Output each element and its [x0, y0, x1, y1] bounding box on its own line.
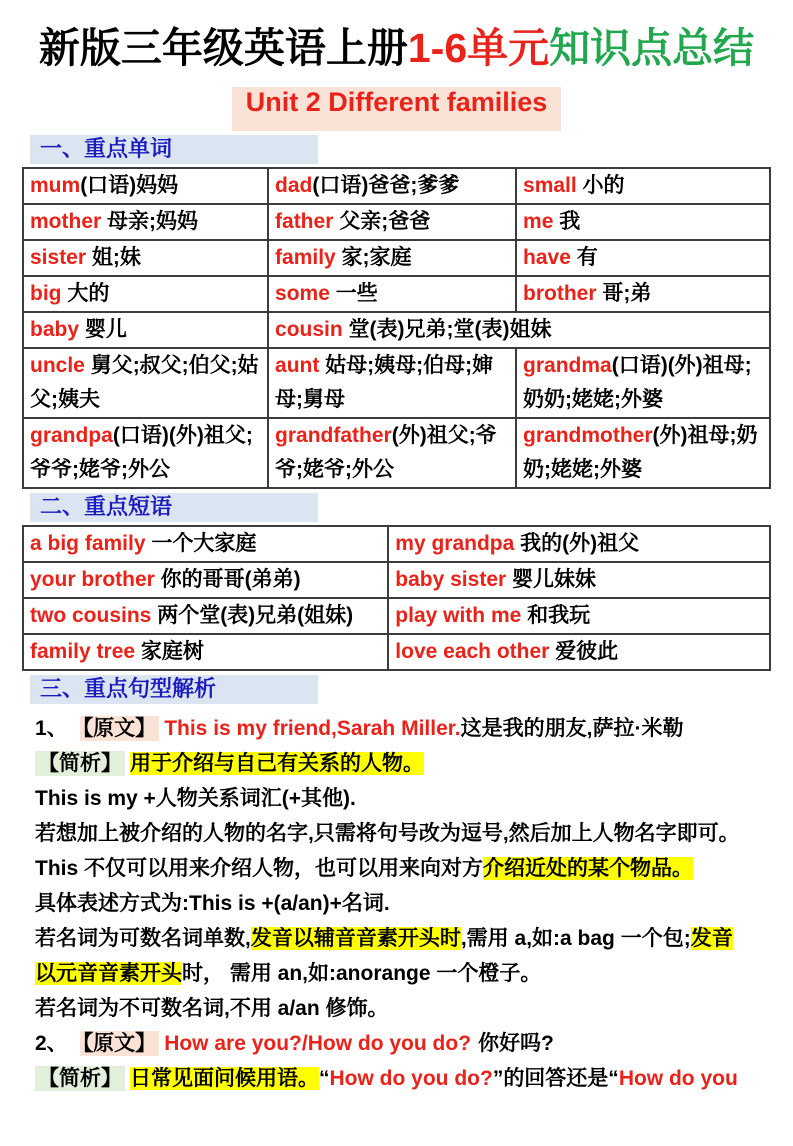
word-row: [23, 418, 770, 488]
word-cell: [516, 204, 770, 240]
phrase-en: your brother: [30, 568, 155, 591]
words-table: [22, 167, 771, 489]
word-en: sister: [30, 246, 87, 269]
brief-1-highlight: 用于介绍与自己有关系的人物。: [130, 752, 424, 775]
word-en: mother: [30, 210, 102, 233]
phrase-row: [23, 634, 770, 670]
word-cell: [23, 418, 268, 488]
phrase-en: baby sister: [395, 568, 507, 591]
word-zh: 婴儿: [79, 318, 127, 341]
word-zh: (外)祖父;爷爷;姥爷;外公: [275, 424, 497, 481]
rule-line-3: [35, 851, 771, 886]
word-row: [23, 312, 770, 348]
page-title: [22, 24, 771, 72]
word-en: baby: [30, 318, 80, 341]
rule-line-5b: [35, 956, 771, 991]
word-cell: [268, 204, 516, 240]
quote-middle: ”的回答还是“: [492, 1067, 619, 1090]
rule-5-highlight-2: 发音: [690, 927, 733, 950]
word-en: grandfather: [275, 424, 392, 447]
section-heading-sentences: 三、重点句型解析: [30, 675, 318, 704]
section-words: [22, 135, 771, 164]
phrase-cell: [23, 562, 388, 598]
word-en: brother: [523, 282, 597, 305]
word-zh: (口语)(外)祖母;奶奶;姥姥;外婆: [523, 354, 752, 411]
phrase-row: [23, 526, 770, 562]
rule-3-highlight: 介绍近处的某个物品。: [483, 857, 694, 880]
word-zh: 父亲;爸爸: [333, 210, 431, 233]
word-en: some: [275, 282, 330, 305]
word-en: father: [275, 210, 334, 233]
rule-line-1: This is my +人物关系词汇(+其他).: [35, 787, 356, 810]
word-en: dad: [275, 174, 313, 197]
phrase-cell: [23, 634, 388, 670]
word-row: [23, 240, 770, 276]
word-cell: [23, 168, 268, 204]
word-zh: 一些: [329, 282, 378, 305]
rule-line-5a: [35, 921, 771, 956]
word-row: [23, 204, 770, 240]
word-row: [23, 168, 770, 204]
word-cell: [268, 418, 516, 488]
phrase-cell: [388, 598, 770, 634]
word-cell: [516, 276, 770, 312]
rule-5-highlight-3: 以元音音素开头: [35, 962, 182, 985]
word-zh: 小的: [576, 174, 625, 197]
word-zh: 哥;弟: [596, 282, 652, 305]
quote-1-english: How do you do?: [329, 1067, 493, 1090]
word-en: family: [275, 246, 336, 269]
word-en: uncle: [30, 354, 85, 377]
word-cell: [268, 240, 516, 276]
rule-5-plain-2: ,需用 a,如:a bag 一个包;: [460, 927, 691, 950]
unit-subtitle: Unit 2 Different families: [232, 87, 562, 131]
word-en: me: [523, 210, 554, 233]
phrase-zh: 家庭树: [135, 640, 204, 663]
sentence-2-english: How are you?/How do you do?: [164, 1032, 472, 1055]
brief-1-line: [35, 746, 771, 781]
word-cell: [23, 204, 268, 240]
rule-3-plain: This 不仅可以用来介绍人物，也可以用来向对方: [35, 857, 484, 880]
word-cell: [268, 168, 516, 204]
word-row: [23, 348, 770, 418]
sentence-1-chinese: 这是我的朋友,萨拉·米勒: [460, 717, 684, 740]
word-zh: 姑母;姨母;伯母;婶母;舅母: [275, 354, 494, 411]
word-en: cousin: [275, 318, 343, 341]
word-cell: [23, 240, 268, 276]
phrase-en: a big family: [30, 532, 146, 555]
section-sentences: [22, 675, 771, 704]
word-cell: [516, 240, 770, 276]
item-number: 1、: [35, 717, 68, 740]
phrase-zh: 和我玩: [521, 604, 591, 627]
word-en: grandpa: [30, 424, 113, 447]
sentence-1-line: [35, 711, 771, 746]
section-heading-phrases: 二、重点短语: [30, 493, 318, 522]
original-tag: 【原文】: [80, 1031, 160, 1056]
section-phrases: [22, 493, 771, 522]
word-zh: (口语)(外)祖父;爷爷;姥爷;外公: [30, 424, 253, 481]
sentence-2-chinese: 你好吗?: [478, 1032, 554, 1055]
word-en: small: [523, 174, 577, 197]
subtitle-row: [22, 87, 771, 131]
word-cell: [268, 276, 516, 312]
title-part-red: 1-6单元: [407, 25, 550, 71]
word-zh: 舅父;叔父;伯父;姑父;姨夫: [30, 354, 259, 411]
brief-2-highlight: 日常见面问候用语。: [130, 1067, 319, 1090]
word-zh: 我: [553, 210, 581, 233]
word-cell: [516, 168, 770, 204]
phrase-cell: [23, 598, 388, 634]
sentence-2-line: [35, 1026, 771, 1061]
word-en: mum: [30, 174, 81, 197]
word-zh: 有: [570, 246, 598, 269]
quote-2-english: How do you: [618, 1067, 738, 1090]
word-row: [23, 276, 770, 312]
brief-2-line: [35, 1061, 771, 1096]
phrase-cell: [388, 526, 770, 562]
word-en: have: [523, 246, 571, 269]
phrase-zh: 一个大家庭: [145, 532, 257, 555]
phrase-zh: 爱彼此: [549, 640, 619, 663]
rule-line-2: 若想加上被介绍的人物的名字,只需将句号改为逗号,然后加上人物名字即可。: [35, 822, 740, 845]
phrase-cell: [388, 634, 770, 670]
word-cell: [23, 348, 268, 418]
word-zh: 堂(表)兄弟;堂(表)姐妹: [342, 318, 552, 341]
phrase-en: play with me: [395, 604, 522, 627]
phrase-en: love each other: [395, 640, 550, 663]
word-cell: [268, 312, 770, 348]
rule-line-6: 若名词为不可数名词,不用 a/an 修饰。: [35, 997, 389, 1020]
brief-tag: 【简析】: [35, 1066, 125, 1091]
phrase-en: my grandpa: [395, 532, 515, 555]
phrases-table: [22, 525, 771, 671]
title-part-green: 知识点总结: [549, 25, 755, 71]
phrase-zh: 我的(外)祖父: [514, 532, 640, 555]
phrase-en: two cousins: [30, 604, 152, 627]
word-zh: 母亲;妈妈: [101, 210, 199, 233]
item-number: 2、: [35, 1032, 68, 1055]
rule-5-plain-1: 若名词为可数名词单数,: [35, 927, 251, 950]
word-cell: [23, 276, 268, 312]
word-zh: (外)祖母;奶奶;姥姥;外婆: [523, 424, 758, 481]
quote-open: “: [319, 1067, 330, 1090]
word-cell: [23, 312, 268, 348]
phrase-cell: [388, 562, 770, 598]
word-zh: 姐;妹: [86, 246, 141, 269]
word-zh: (口语)爸爸;爹爹: [312, 174, 460, 197]
title-part-black: 新版三年级英语上册: [38, 25, 408, 71]
word-en: grandma: [523, 354, 612, 377]
word-en: big: [30, 282, 62, 305]
phrase-cell: [23, 526, 388, 562]
sentence-1-english: This is my friend,Sarah Miller.: [164, 717, 461, 740]
word-en: grandmother: [523, 424, 653, 447]
rule-5-plain-3: 时， 需用 an,如:anorange 一个橙子。: [182, 962, 542, 985]
rule-line-4: 具体表述方式为:This is +(a/an)+名词.: [35, 892, 390, 915]
word-zh: (口语)妈妈: [80, 174, 179, 197]
phrase-row: [23, 598, 770, 634]
word-cell: [516, 348, 770, 418]
phrase-zh: 婴儿妹妹: [506, 568, 597, 591]
brief-tag: 【简析】: [35, 751, 125, 776]
section-heading-words: 一、重点单词: [30, 135, 318, 164]
word-en: aunt: [275, 354, 320, 377]
phrase-en: family tree: [30, 640, 136, 663]
phrase-zh: 你的哥哥(弟弟): [154, 568, 301, 591]
document-page: [0, 24, 793, 1096]
word-zh: 家;家庭: [335, 246, 412, 269]
rule-5-highlight-1: 发音以辅音音素开头时: [250, 927, 461, 950]
sentence-analysis: [35, 711, 771, 1096]
word-cell: [268, 348, 516, 418]
word-zh: 大的: [61, 282, 110, 305]
word-cell: [516, 418, 770, 488]
phrase-zh: 两个堂(表)兄弟(姐妹): [151, 604, 354, 627]
original-tag: 【原文】: [80, 716, 160, 741]
phrase-row: [23, 562, 770, 598]
